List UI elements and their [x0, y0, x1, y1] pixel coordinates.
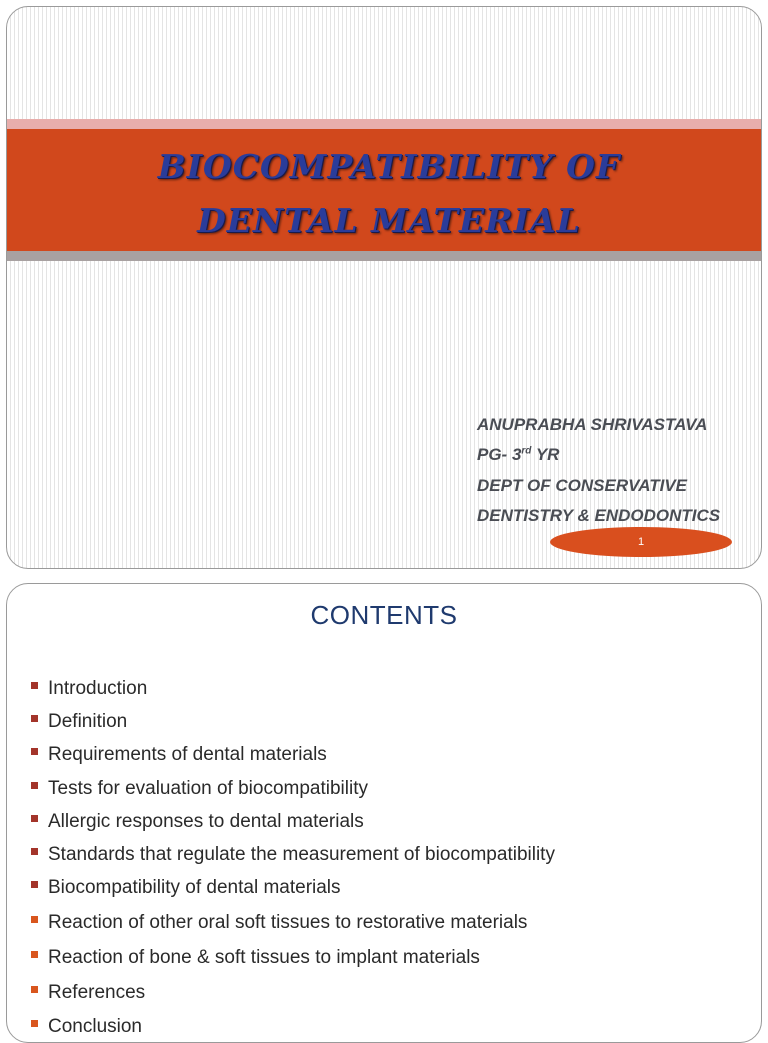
list-item-label: References: [48, 982, 146, 1003]
author-year: [477, 445, 559, 465]
bullet-icon: [31, 986, 38, 993]
list-item: [31, 711, 127, 733]
author-department-line-2: DENTISTRY & ENDODONTICS: [477, 506, 721, 525]
list-item: [31, 982, 145, 1004]
page-number-badge: [550, 527, 732, 557]
contents-slide: [6, 583, 762, 1043]
bullet-icon: [31, 916, 38, 923]
slide-title-line-1: BIOCOMPATIBILITY OF: [157, 147, 621, 186]
bullet-icon: [31, 881, 38, 888]
list-item-label: Introduction: [48, 678, 148, 699]
list-item: [31, 877, 341, 899]
list-item: [31, 678, 147, 700]
list-item-label: Biocompatibility of dental materials: [48, 877, 341, 898]
bullet-icon: [31, 782, 38, 789]
list-item-label: Requirements of dental materials: [48, 744, 327, 765]
list-item-label: Reaction of other oral soft tissues to restorative materials: [48, 912, 528, 933]
page-number: 1: [637, 536, 645, 548]
list-item: [31, 844, 555, 866]
list-item-label: Allergic responses to dental materials: [48, 811, 364, 832]
list-item: [31, 744, 327, 766]
list-item: [31, 811, 364, 833]
bullet-icon: [31, 715, 38, 722]
list-item: [31, 778, 368, 800]
list-item-label: Reaction of bone & soft tissues to implant materials: [48, 947, 480, 968]
author-year-suffix: YR: [531, 445, 560, 464]
bullet-icon: [31, 748, 38, 755]
contents-title: CONTENTS: [310, 600, 458, 630]
bullet-icon: [31, 815, 38, 822]
list-item-label: Definition: [48, 711, 128, 732]
title-accent-band: [7, 119, 761, 129]
list-item-label: Conclusion: [48, 1016, 142, 1037]
list-item-label: Standards that regulate the measurement of biocompatibility: [48, 844, 555, 865]
author-year-prefix: PG- 3: [477, 445, 522, 464]
author-year-superscript: rd: [521, 445, 532, 457]
slide-title-line-2: DENTAL MATERIAL: [197, 201, 581, 240]
author-department-line-1: DEPT OF CONSERVATIVE: [477, 476, 688, 495]
list-item: [31, 1016, 142, 1038]
bullet-icon: [31, 951, 38, 958]
title-slide: [6, 6, 762, 569]
author-name: ANUPRABHA SHRIVASTAVA: [477, 415, 708, 434]
list-item: [31, 912, 527, 934]
bullet-icon: [31, 848, 38, 855]
list-item: [31, 947, 480, 969]
list-item-label: Tests for evaluation of biocompatibility: [48, 778, 368, 799]
title-underline-band: [7, 251, 761, 261]
bullet-icon: [31, 682, 38, 689]
